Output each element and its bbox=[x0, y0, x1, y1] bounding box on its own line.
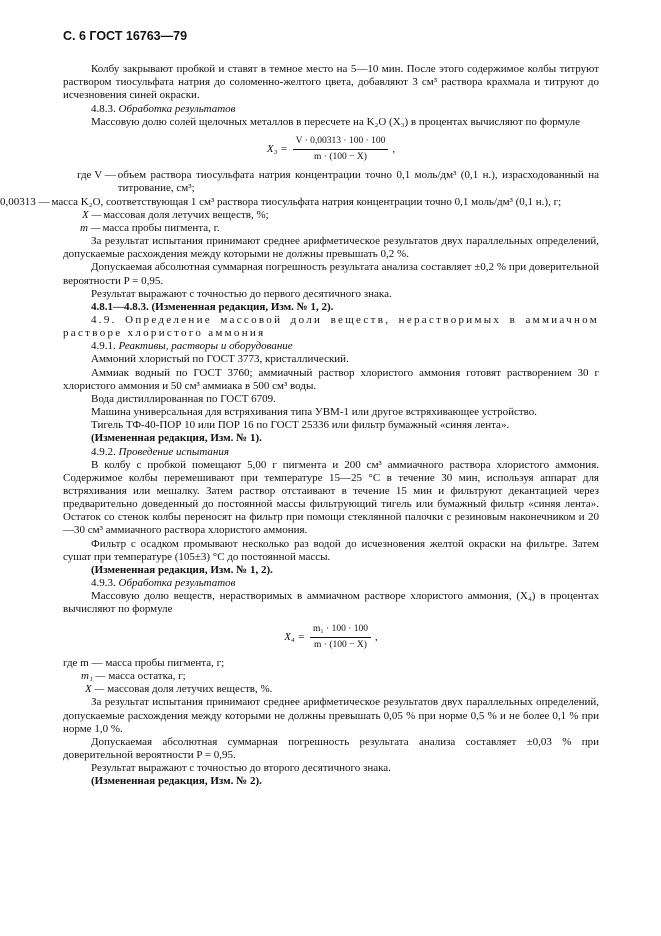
page-header: С. 6 ГОСТ 16763—79 bbox=[63, 29, 188, 43]
definitions-list bbox=[80, 222, 599, 235]
section-number: 4.8.3. bbox=[91, 102, 116, 115]
section-number: 4.9.2. bbox=[91, 445, 116, 458]
definition-text: масса пробы пигмента, г. bbox=[102, 221, 220, 234]
definitions-list bbox=[77, 169, 599, 195]
formula-x4 bbox=[63, 623, 599, 652]
definition-term: где V — bbox=[77, 169, 116, 182]
formula-lhs: X₄ = bbox=[284, 630, 305, 643]
edit-note: (Измененная редакция, Изм. № 1, 2). bbox=[91, 563, 273, 576]
definition-text: массовая доля летучих веществ, %. bbox=[107, 683, 273, 696]
section-heading: 4.9. Определение массовой доли веществ, нерастворимых в аммиачном растворе хлористого аммония bbox=[63, 313, 599, 340]
paragraph: Фильтр с осадком промывают несколько раз водой до исчезновения желтой окраски на фильтре. Затем сушат при температуре (105±3) °С до постоянной массы. bbox=[63, 537, 599, 563]
definition-term: X — bbox=[82, 208, 102, 221]
paragraph: За результат испытания принимают среднее арифметическое результатов двух параллельных определений, допускаемые расхождения между которыми не должны превышать 0,2 %. bbox=[63, 235, 599, 261]
formula-numerator: m₁ · 100 · 100 bbox=[310, 623, 371, 638]
definition-term: 0,00313 — bbox=[0, 195, 50, 208]
definition-term: m₁ — bbox=[81, 670, 106, 683]
paragraph: Аммиак водный по ГОСТ 3760; аммиачный раствор хлористого аммония готовят растворением 30 г хлористого аммония и 50 см³ аммиака в 500 см³ воды. bbox=[63, 366, 599, 392]
definitions-list bbox=[81, 670, 599, 683]
formula-denominator: m · (100 − X) bbox=[314, 639, 367, 650]
formula-fraction bbox=[293, 135, 389, 164]
definition-text: масса остатка, г; bbox=[108, 670, 186, 683]
paragraph: Массовую долю солей щелочных металлов в пересчете на K₂O (X₃) в процентах вычисляют по формуле bbox=[91, 115, 580, 128]
formula-fraction bbox=[310, 623, 371, 652]
paragraph: Массовую долю веществ, нерастворимых в аммиачном растворе хлористого аммония, (X₄) в процентах вычисляют по формуле bbox=[63, 590, 599, 616]
section-title: Обработка результатов bbox=[118, 577, 236, 590]
definitions-list bbox=[85, 683, 599, 696]
document-page bbox=[0, 29, 599, 788]
paragraph: Машина универсальная для встряхивания типа УВМ-1 или другое встряхивающее устройство. bbox=[91, 406, 538, 419]
formula-comma: , bbox=[375, 630, 378, 643]
section-number: 4.9.3. bbox=[91, 577, 116, 590]
paragraph: В колбу с пробкой помещают 5,00 г пигмента и 200 см³ аммиачного раствора хлористого аммония. Содержимое колбы перемешивают при температуре 15—25 °С в течение 30 мин, используя аппарат для встряхивания или мешалку. Затем раствор отстаивают в течение 15 мин и фильтруют декантацией через предварительно доведенный до постоянной массы фильтрующий тигель или бумажный фильтр «синяя лента». Остаток со стенок колбы переносят на фильтр при помощи стеклянной палочки с резиновым наконечником и 20—30 см³ аммиачного раствора хлористого аммония. bbox=[63, 458, 599, 537]
section-number: 4.9.1. bbox=[91, 340, 116, 353]
definition-text: объем раствора тиосульфата натрия концентрации точно 0,1 моль/дм³ (0,1 н.), израсходованный на титрование, см³; bbox=[117, 169, 599, 195]
definition-term: m — bbox=[80, 221, 101, 234]
paragraph: Колбу закрывают пробкой и ставят в темное место на 5—10 мин. После этого содержимое колбы титруют раствором тиосульфата натрия до соломенно-желтого цвета, добавляют 3 см³ раствора крахмала и титруют до исчезновения синей окраски. bbox=[63, 63, 599, 102]
section-title: Проведение испытания bbox=[118, 445, 229, 458]
formula-lhs: X₃ = bbox=[266, 143, 288, 156]
paragraph: Аммоний хлористый по ГОСТ 3773, кристаллический. bbox=[91, 353, 349, 366]
formula-comma: , bbox=[392, 143, 396, 156]
paragraph: Допускаемая абсолютная суммарная погрешность результата анализа составляет ±0,2 % при доверительной вероятности P = 0,95. bbox=[63, 261, 599, 287]
paragraph: Результат выражают с точностью до первого десятичного знака. bbox=[91, 287, 392, 300]
formula-denominator: m · (100 − X) bbox=[314, 152, 367, 163]
edit-note: (Измененная редакция, Изм. № 2). bbox=[91, 775, 262, 788]
paragraph: Результат выражают с точностью до второго десятичного знака. bbox=[91, 762, 391, 775]
paragraph: Вода дистиллированная по ГОСТ 6709. bbox=[91, 392, 276, 405]
edit-note: 4.8.1—4.8.3. (Измененная редакция, Изм. № 1, 2). bbox=[91, 300, 334, 313]
paragraph: Допускаемая абсолютная суммарная погрешность результата анализа составляет ±0,03 % при доверительной вероятности P = 0,95. bbox=[63, 735, 599, 761]
section-heading bbox=[63, 103, 599, 116]
section-heading bbox=[63, 446, 599, 459]
definitions-list bbox=[82, 209, 599, 222]
paragraph: За результат испытания принимают среднее арифметическое результатов двух параллельных определений, допускаемые расхождения между которыми не должны превышать 0,05 % при норме 0,5 % и не более 0,1 % при норме 1,0 %. bbox=[63, 696, 599, 735]
definition-term: X — bbox=[85, 683, 105, 696]
section-heading bbox=[63, 577, 599, 590]
definition-text: массовая доля летучих веществ, %; bbox=[103, 208, 269, 221]
section-title: Обработка результатов bbox=[118, 102, 236, 115]
definition-text: масса пробы пигмента, г; bbox=[105, 656, 225, 669]
definitions-list bbox=[0, 196, 599, 209]
section-heading bbox=[63, 340, 599, 353]
edit-note: (Измененная редакция, Изм. № 1). bbox=[91, 432, 262, 445]
definition-text: масса K₂O, соответствующая 1 см³ раствора тиосульфата натрия концентрации точно 0,1 моль/дм³ (0,1 н.), г; bbox=[51, 195, 562, 208]
definitions-list bbox=[63, 657, 599, 670]
formula-numerator: V · 0,00313 · 100 · 100 bbox=[293, 135, 389, 150]
definition-term: где m — bbox=[63, 656, 103, 669]
section-title: Реактивы, растворы и оборудование bbox=[118, 340, 293, 353]
formula-x3 bbox=[63, 135, 599, 164]
paragraph: Тигель ТФ-40-ПОР 10 или ПОР 16 по ГОСТ 25336 или фильтр бумажный «синяя лента». bbox=[91, 419, 510, 432]
